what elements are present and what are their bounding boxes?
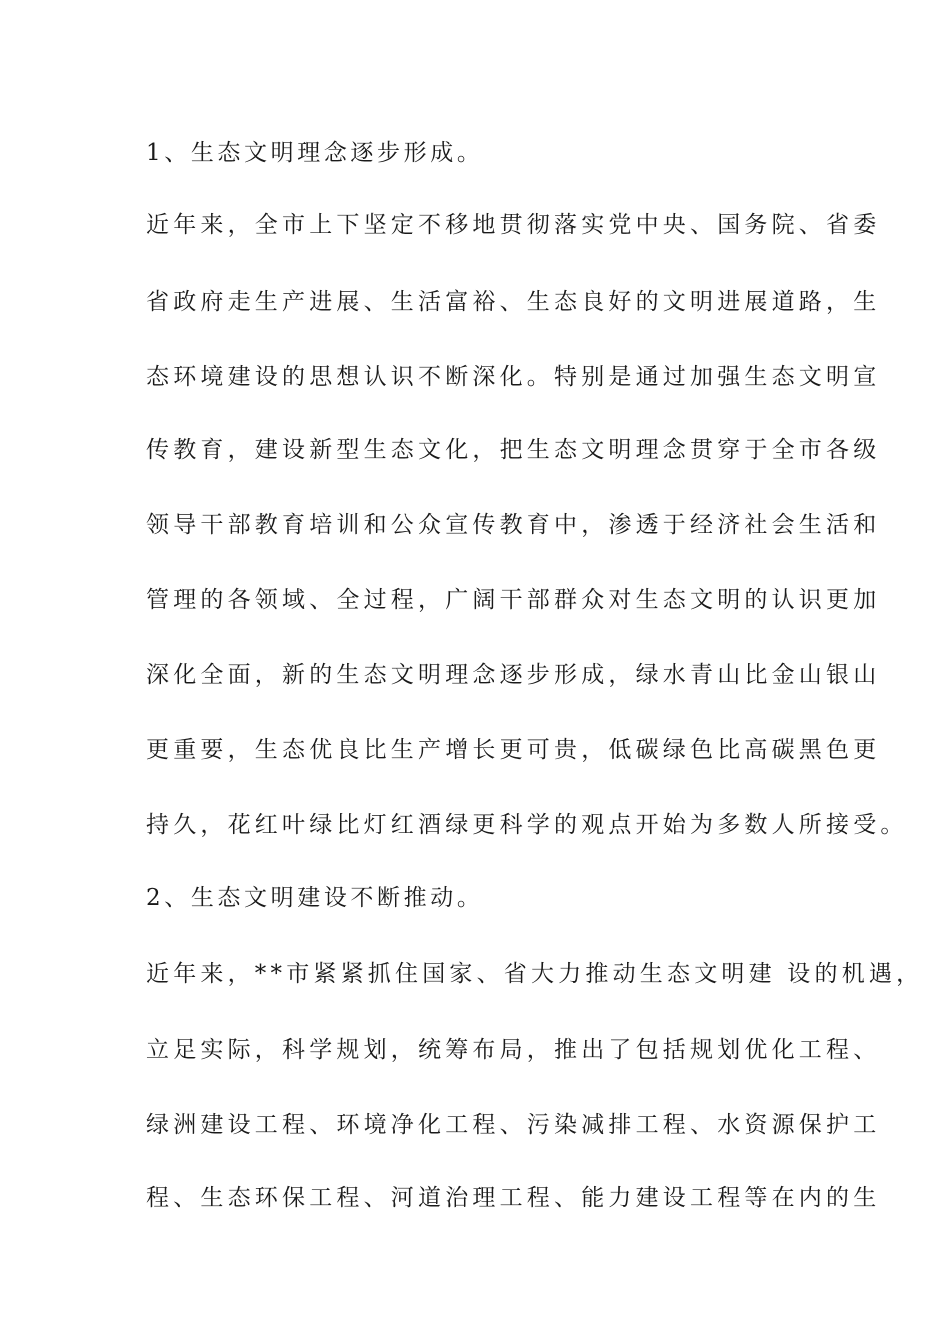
section-heading-1: 1、生态文明理念逐步形成。 (146, 140, 484, 166)
paragraph-line: 态环境建设的思想认识不断深化。特别是通过加强生态文明宣 (146, 364, 881, 390)
paragraph-line: 更重要，生态优良比生产增长更可贵，低碳绿色比高碳黑色更 (146, 737, 881, 763)
paragraph-line: 省政府走生产进展、生活富裕、生态良好的文明进展道路，生 (146, 289, 881, 315)
paragraph-line: 管理的各领域、全过程，广阔干部群众对生态文明的认识更加 (146, 587, 881, 613)
paragraph-line: 立足实际，科学规划，统筹布局，推出了包括规划优化工程、 (146, 1037, 881, 1063)
paragraph-line: 持久，花红叶绿比灯红酒绿更科学的观点开始为多数人所接受。 (146, 812, 908, 838)
paragraph-line: 近年来，**市紧紧抓住国家、省大力推动生态文明建 设的机遇， (146, 961, 924, 987)
paragraph-line: 绿洲建设工程、环境净化工程、污染减排工程、水资源保护工 (146, 1112, 881, 1138)
paragraph-line: 传教育，建设新型生态文化，把生态文明理念贯穿于全市各级 (146, 437, 881, 463)
paragraph-line: 程、生态环保工程、河道治理工程、能力建设工程等在内的生 (146, 1185, 881, 1211)
paragraph-line: 近年来，全市上下坚定不移地贯彻落实党中央、国务院、省委 (146, 212, 881, 238)
paragraph-line: 领导干部教育培训和公众宣传教育中，渗透于经济社会生活和 (146, 512, 881, 538)
section-heading-2: 2、生态文明建设不断推动。 (146, 885, 484, 911)
paragraph-line: 深化全面，新的生态文明理念逐步形成，绿水青山比金山银山 (146, 662, 881, 688)
